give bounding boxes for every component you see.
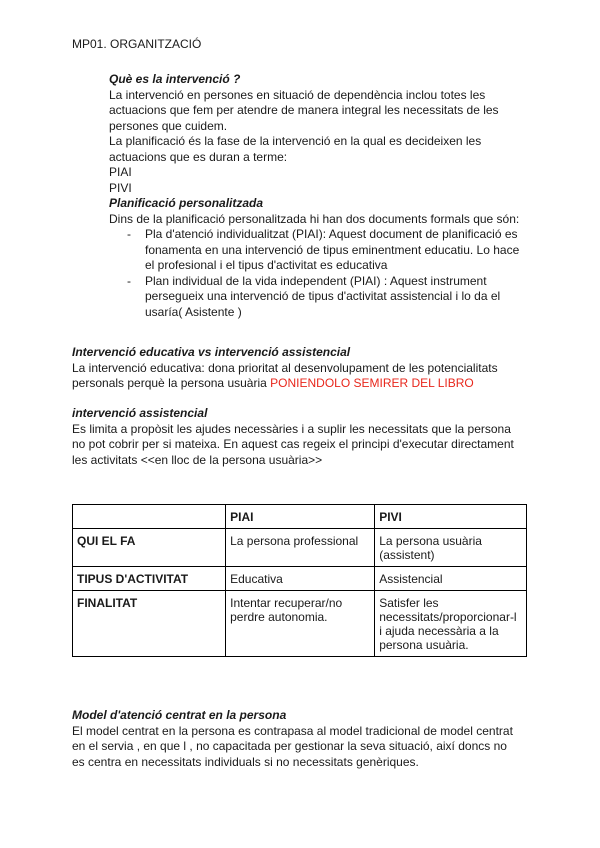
text-line: usaría( Asistente ) <box>145 304 242 319</box>
table-row <box>73 567 527 591</box>
table-header-cell: PIVI <box>375 505 527 529</box>
cell-line: perdre autonomia. <box>230 610 328 624</box>
document-list <box>109 227 549 320</box>
text-line: fonamenta en una intervenció de tipus eminentment educatiu. Lo hace <box>145 242 520 257</box>
section-intervencio-assistencial <box>72 406 552 468</box>
row-label: QUI EL FA <box>73 529 226 567</box>
cell-line: i ajuda necessària a la <box>379 624 499 638</box>
section-model-atencio <box>72 708 552 770</box>
cell-line: Educativa <box>230 572 283 586</box>
table-cell <box>226 529 375 567</box>
text-line: actuacions que es duran a terme: <box>109 149 288 164</box>
text-line: no pot cobrir per si mateixa. En aquest cas regeix el principi d'executar directament <box>72 437 514 451</box>
section-intervencio <box>109 72 549 320</box>
table-cell <box>226 567 375 591</box>
comparison-table <box>72 504 527 657</box>
cell-line: (assistent) <box>379 548 435 562</box>
text-line: en el servia , en que l , no capacitada per gestionar la seva situació, així doncs no <box>72 739 507 753</box>
section-heading: intervenció assistencial <box>72 406 208 420</box>
table-cell <box>375 529 527 567</box>
text-line <box>72 376 552 392</box>
text-line: el profesional i el tipus d'activitat es educativa <box>145 258 388 272</box>
cell-line: La persona usuària <box>379 534 482 548</box>
row-label: TIPUS D'ACTIVITAT <box>73 567 226 591</box>
section-heading: Intervenció educativa vs intervenció assistencial <box>72 345 351 359</box>
section-educativa-vs-assistencial <box>72 345 552 392</box>
section-heading: Què es la intervenció ? <box>109 72 241 86</box>
text-line: es centra en necessitats individuals si no necessitats genèriques. <box>72 754 419 769</box>
list-item <box>109 274 549 321</box>
text-line: La intervenció en persones en situació de dependència inclou totes les <box>109 87 486 102</box>
text-line: El model centrat en la persona es contrapasa al model tradicional de model centrat <box>72 723 513 738</box>
cell-line: Satisfer les <box>379 596 439 610</box>
text-line: persegueix una intervenció de tipus d'activitat assistencial i lo da el <box>145 289 501 303</box>
text-line: Es limita a propòsit les ajudes necessàries i a suplir les necessitats que la persona <box>72 421 511 436</box>
text-line: PIAI <box>109 165 132 179</box>
cell-line: necessitats/proporcionar-l <box>379 610 517 624</box>
text-line: - Plan individual de la vida independent (PIAI) : Aquest instrument <box>145 273 487 288</box>
text-line: actuacions que fem per atendre de manera integral les necessitats de les <box>109 103 499 117</box>
table-cell <box>375 567 527 591</box>
text-line: Dins de la planificació personalitzada hi han dos documents formals que són: <box>109 211 520 226</box>
row-label: FINALITAT <box>73 591 226 657</box>
red-note: PONIENDOLO SEMIRER DEL LIBRO <box>270 376 474 390</box>
list-item <box>109 227 549 274</box>
table-cell <box>375 591 527 657</box>
text-line: La intervenció educativa: dona prioritat al desenvolupament de les potencialitats <box>72 360 498 375</box>
text-line: - Pla d'atenció individualitzat (PIAI): Aquest document de planificació es <box>145 227 518 241</box>
section-heading: Model d'atenció centrat en la persona <box>72 708 287 722</box>
text-line: La planificació és la fase de la intervenció en la qual es decideixen les <box>109 134 482 148</box>
table-row <box>73 529 527 567</box>
subsection-heading: Planificació personalitzada <box>109 196 264 210</box>
table-header-cell <box>73 505 226 529</box>
cell-line: Intentar recuperar/no <box>230 596 343 610</box>
table-header-cell: PIAI <box>226 505 375 529</box>
text-line: persones que cuidem. <box>109 118 228 133</box>
cell-line: persona usuària. <box>379 638 469 652</box>
cell-line: Assistencial <box>379 572 443 586</box>
page-header: MP01. ORGANITZACIÓ <box>72 37 202 51</box>
table-row <box>73 591 527 657</box>
text-line: les activitats <<en lloc de la persona usuària>> <box>72 452 323 467</box>
table-header-row <box>73 505 527 529</box>
text-line: PIVI <box>109 180 132 195</box>
cell-line: La persona professional <box>230 534 359 548</box>
table-cell <box>226 591 375 657</box>
text-fragment: personals perquè la persona usuària <box>72 376 271 390</box>
